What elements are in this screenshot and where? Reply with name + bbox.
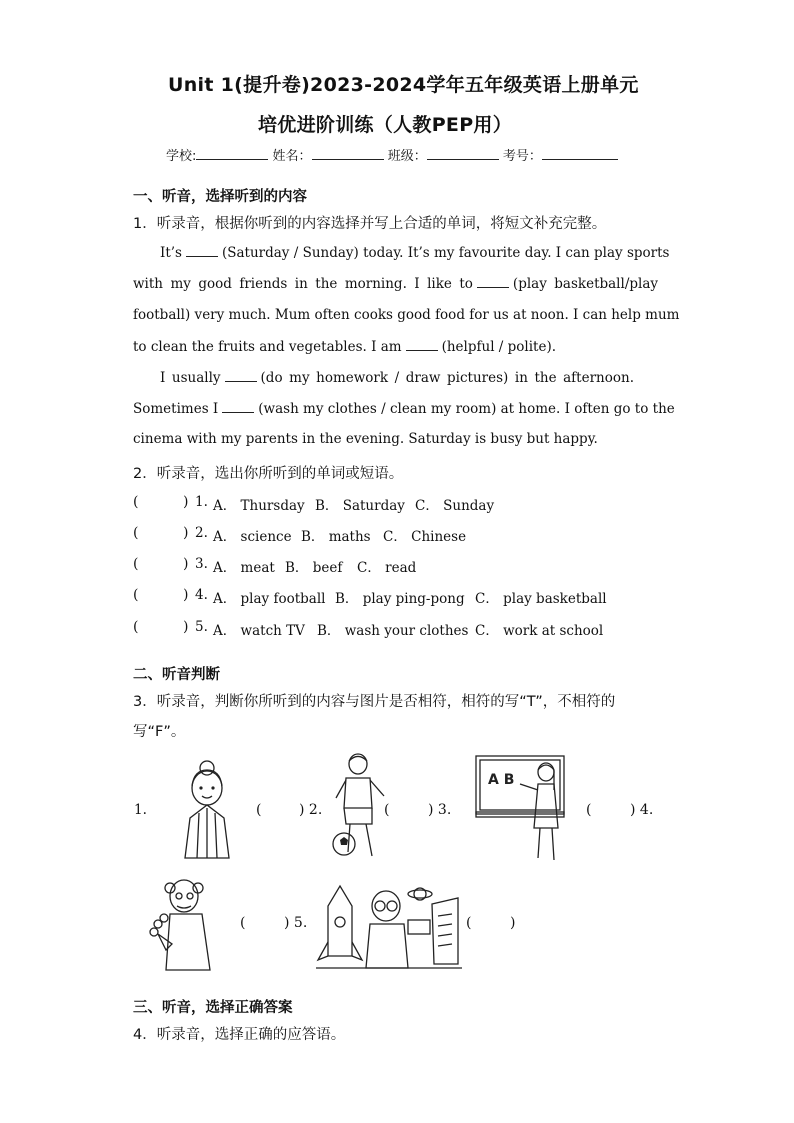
q3-prompt-line2: 写“F”。 [133, 724, 186, 740]
q1-line-4: to clean the fruits and vegetables. I am (helpful / polite). [133, 339, 557, 355]
grandfather-flowers-picture [146, 874, 214, 974]
option-b[interactable]: B． beef [285, 560, 343, 576]
student-info-row [166, 145, 618, 164]
q1-line-3: football) very much. Mum often cooks good food for us at noon. I can help mum [133, 307, 680, 323]
q1-line-2: with my good friends in the morning. I like to (play basketball/play [133, 276, 659, 292]
q3-answer-slot-1[interactable]: ( [256, 802, 262, 818]
answer-slot[interactable]: ) [183, 619, 189, 635]
exam-no-label: 考号： [502, 149, 542, 164]
q3-answer-slot-4[interactable]: ( [240, 915, 246, 931]
q1-line-7: cinema with my parents in the evening. Saturday is busy but happy. [133, 431, 598, 447]
option-b[interactable]: B． play ping-pong [335, 591, 465, 607]
q1-line-5: I usually (do my homework / draw pictures) in the afternoon. [160, 370, 634, 386]
option-a[interactable]: A． science [213, 529, 292, 545]
option-c[interactable]: C． Chinese [383, 529, 467, 545]
q1-prompt: 1．听录音，根据你听到的内容选择并写上合适的单词，将短文补充完整。 [133, 216, 607, 232]
option-c[interactable]: C． play basketball [475, 591, 607, 607]
q1-blank-5[interactable] [222, 400, 254, 413]
q3-prompt-line1: 3．听录音，判断你所听到的内容与图片是否相符，相符的写“T”，不相符的 [133, 694, 616, 710]
q3-answer-slot-5-close[interactable]: ) [510, 915, 516, 931]
q3-label-1: 1. [134, 802, 147, 818]
q1-line-1: It’s (Saturday / Sunday) today. It’s my favourite day. I can play sports [160, 245, 670, 261]
option-a[interactable]: A． watch TV [213, 623, 305, 639]
option-a[interactable]: A． Thursday [213, 498, 305, 514]
q3-label-4: ) 4. [630, 802, 654, 818]
q1-blank-1[interactable] [186, 244, 218, 257]
option-a[interactable]: A． meat [213, 560, 275, 576]
q3-label-5: ) 5. [284, 915, 308, 931]
name-label: 姓名： [272, 149, 312, 164]
q3-label-2: ) 2. [299, 802, 323, 818]
school-field[interactable] [196, 145, 268, 160]
q3-answer-slot-5[interactable]: ( [466, 915, 472, 931]
q1-blank-2[interactable] [477, 275, 509, 288]
q4-prompt: 4．听录音，选择正确的应答语。 [133, 1027, 346, 1043]
section1-heading: 一、听音，选择听到的内容 [133, 189, 307, 205]
q2-prompt: 2．听录音，选出你所听到的单词或短语。 [133, 466, 404, 482]
section3-heading: 三、听音，选择正确答案 [133, 1000, 293, 1016]
answer-slot[interactable]: ) [183, 556, 189, 572]
q3-answer-slot-3[interactable]: ( [586, 802, 592, 818]
scientist-rocket-picture [312, 876, 466, 972]
class-field[interactable] [427, 145, 499, 160]
boy-football-picture [328, 752, 392, 864]
option-b[interactable]: B． Saturday [315, 498, 405, 514]
class-label: 班级： [387, 149, 427, 164]
board-text: A B [488, 772, 515, 788]
page-title-line2: 培优进阶训练（人教PEP用） [258, 114, 513, 136]
answer-slot[interactable]: ) [183, 587, 189, 603]
exam-no-field[interactable] [542, 145, 618, 160]
option-b[interactable]: B． maths [301, 529, 371, 545]
option-c[interactable]: C． read [357, 560, 417, 576]
answer-slot[interactable]: ) [183, 525, 189, 541]
q3-label-3: ) 3. [428, 802, 452, 818]
q1-line-6: Sometimes I (wash my clothes / clean my room) at home. I often go to the [133, 401, 675, 417]
school-label: 学校: [166, 149, 197, 164]
q1-blank-4[interactable] [225, 369, 257, 382]
option-c[interactable]: C． work at school [475, 623, 604, 639]
option-b[interactable]: B． wash your clothes [317, 623, 469, 639]
page-title-line1: Unit 1(提升卷)2023-2024学年五年级英语上册单元 [168, 74, 639, 96]
option-a[interactable]: A． play football [213, 591, 326, 607]
answer-slot[interactable]: ) [183, 494, 189, 510]
option-c[interactable]: C． Sunday [415, 498, 495, 514]
woman-picture [176, 758, 238, 862]
q3-answer-slot-2[interactable]: ( [384, 802, 390, 818]
name-field[interactable] [312, 145, 384, 160]
q1-blank-3[interactable] [406, 338, 438, 351]
teacher-blackboard-picture [474, 754, 566, 866]
section2-heading: 二、听音判断 [133, 667, 220, 683]
